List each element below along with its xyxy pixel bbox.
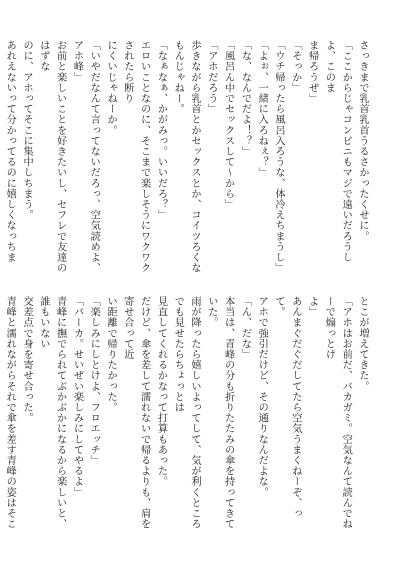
text-line: い距離で帰りたかった。: [105, 296, 117, 413]
text-line: あんまぐだぐだしてたら空気うまくねーぞ、って。: [273, 296, 301, 519]
text-line: 「よぉ、一緒に入ろねぇ？」: [256, 40, 268, 178]
text-line: 歩きながら乳首とかセックスとか、コイツろくなもんじゃねー。: [172, 40, 201, 274]
text-line: 「いやだなんて言ってないだろっ、空気読めよ、アホ峰」: [71, 40, 100, 274]
text-line: 青峰に撫でられてぶかぶかになるから楽しいと、誰もいない: [37, 296, 66, 530]
text-line: 「な、なんでだよ！？」: [239, 40, 251, 157]
text-line: エロいことなのに、そこまで楽しそうにワクワクされたら断り: [121, 40, 150, 274]
text-line: だけど、傘を差して濡れないで帰るよりも、肩を寄せ合って近: [121, 296, 150, 530]
text-line: 「そっか」: [289, 40, 301, 93]
text-line: にくいじゃねーか。: [105, 40, 117, 136]
text-line: とこが増えてきた。: [357, 296, 368, 392]
text-line: よ」: [306, 296, 318, 318]
text-line: 「ん、だな」: [239, 296, 251, 360]
text-line: 青峰と濡れながらそれで傘を差す青峰の姿はそこ: [4, 296, 16, 530]
lower-text-block: [4, 296, 370, 532]
text-line: お前と楽しいことを好きたいし、セフレで友達のはずな: [37, 40, 66, 274]
text-line: 本当は、青峰の分も折りたたみの傘を持ってきていた。: [205, 296, 234, 530]
text-line: 「バーカ。せいぜい楽しみにしてやるよ」: [71, 296, 83, 498]
text-line: ま帰ろうぜ」: [306, 40, 318, 104]
upper-text-block: [4, 40, 370, 276]
text-line: 「ここからじゃコンビニもマジで遠いだろうしよ、このま: [323, 40, 352, 263]
text-line: あれえないって分かってるのに嬉しくなっちま: [4, 40, 16, 263]
text-line: 「楽しみにしとけよ、フロエッチ」: [88, 296, 100, 466]
text-line: 雨が降ったら嬉しいよってして、気が利くところでも見せたらちょっとは: [172, 296, 201, 530]
text-line: 見直してくれるかなって打算もあった。: [155, 296, 167, 487]
text-line: アホで強引だけど、その通りなんだよな。: [256, 296, 268, 498]
text-line: 「アホだろう」: [205, 40, 217, 115]
text-line: 「風呂ん中でセックスして～から」: [222, 40, 234, 210]
text-line: 「アホはお前だ、バカガミ。空気なんて読んでねーで煽っとけ: [323, 296, 352, 530]
text-line: 「ウチ帰ったら風呂入ろうな、体冷えちまうし」: [273, 40, 285, 274]
text-line: さっきまで乳首乳首うるさかったくせに。: [357, 40, 368, 242]
text-line: 「なぁなぁ、かがみっ。いいだろ？」: [155, 40, 167, 221]
text-line: のに、アホってそこに集中しちまう。: [21, 40, 33, 221]
text-line: 交差点で身を寄せ合った。: [21, 296, 33, 424]
